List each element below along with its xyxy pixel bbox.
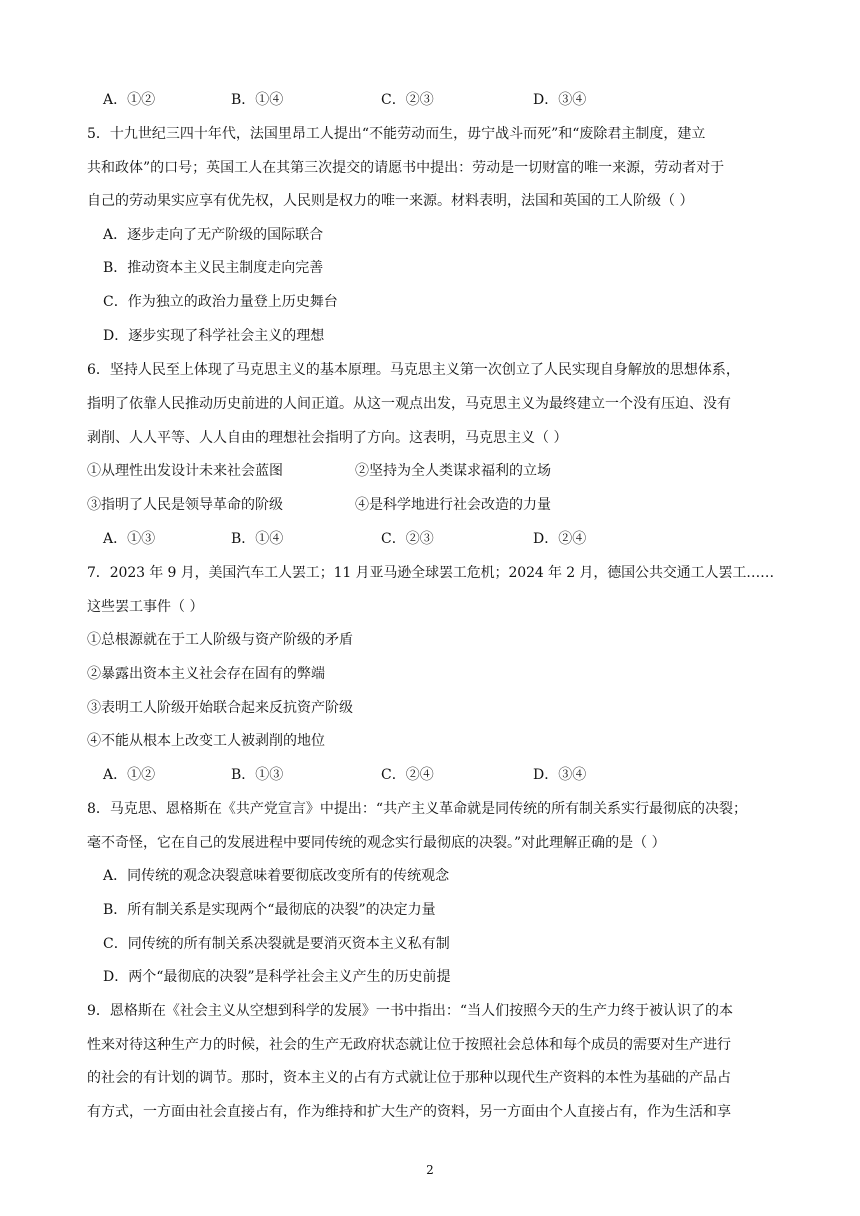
q6-statement-4: ④是科学地进行社会改造的力量: [355, 497, 551, 513]
q6-statement-1: ①从理性出发设计未来社会蓝图: [87, 463, 283, 479]
q5-choice-d: D．逐步实现了科学社会主义的理想: [103, 328, 325, 344]
q7-stem-line-1: 7．2023 年 9 月，美国汽车工人罢工；11 月亚马逊全球罢工危机；2024 年 2 月，德国公共交通工人罢工……: [87, 565, 775, 581]
q6-statement-3: ③指明了人民是领导革命的阶级: [87, 497, 283, 513]
q7-statement-1: ①总根源就在于工人阶级与资产阶级的矛盾: [87, 632, 353, 648]
q8-choice-d: D．两个“最彻底的决裂”是科学社会主义产生的历史前提: [103, 969, 451, 985]
q4-option-d: D．③④: [533, 92, 587, 108]
q7-option-c: C．②④: [381, 767, 434, 783]
q6-stem-line-3: 剥削、人人平等、人人自由的理想社会指明了方向。这表明，马克思主义（ ）: [87, 430, 568, 446]
q7-statement-2: ②暴露出资本主义社会存在固有的弊端: [87, 666, 325, 682]
q6-option-a: A．①③: [103, 531, 156, 547]
q5-choice-c: C．作为独立的政治力量登上历史舞台: [103, 294, 338, 310]
q9-stem-line-1: 9．恩格斯在《社会主义从空想到科学的发展》一书中指出：“当人们按照今天的生产力终于被认识了的本: [87, 1003, 734, 1019]
q5-stem-line-3: 自己的劳动果实应享有优先权，人民则是权力的唯一来源。材料表明，法国和英国的工人阶级（ ）: [87, 193, 694, 209]
q6-statement-2: ②坚持为全人类谋求福利的立场: [355, 463, 551, 479]
q4-option-a: A．①②: [103, 92, 156, 108]
q9-stem-line-2: 性来对待这种生产力的时候，社会的生产无政府状态就让位于按照社会总体和每个成员的需要对生产进行: [87, 1037, 731, 1053]
q4-option-c: C．②③: [381, 92, 434, 108]
q8-stem-line-2: 毫不奇怪，它在自己的发展进程中要同传统的观念实行最彻底的决裂。”对此理解正确的是（ ）: [87, 835, 666, 851]
q8-choice-c: C．同传统的所有制关系决裂就是要消灭资本主义私有制: [103, 936, 450, 952]
q6-option-b: B．①④: [231, 531, 284, 547]
q8-stem-line-1: 8．马克思、恩格斯在《共产党宣言》中提出：“共产主义革命就是同传统的所有制关系实行最彻底的决裂；: [87, 801, 748, 817]
q5-stem-line-1: 5．十九世纪三四十年代，法国里昂工人提出“不能劳动而生，毋宁战斗而死”和“废除君主制度，建立: [87, 126, 706, 142]
q6-option-c: C．②③: [381, 531, 434, 547]
q5-choice-a: A．逐步走向了无产阶级的国际联合: [103, 227, 324, 243]
q8-choice-a: A．同传统的观念决裂意味着要彻底改变所有的传统观念: [103, 868, 450, 884]
q7-option-b: B．①③: [231, 767, 284, 783]
q5-choice-b: B．推动资本主义民主制度走向完善: [103, 260, 324, 276]
q5-stem-line-2: 共和政体”的口号；英国工人在其第三次提交的请愿书中提出：劳动是一切财富的唯一来源，劳动者对于: [87, 160, 725, 176]
q6-stem-line-1: 6．坚持人民至上体现了马克思主义的基本原理。马克思主义第一次创立了人民实现自身解放的思想体系，: [87, 362, 740, 378]
q6-stem-line-2: 指明了依靠人民推动历史前进的人间正道。从这一观点出发，马克思主义为最终建立一个没有压迫、没有: [87, 396, 731, 412]
page-number: 2: [426, 1163, 434, 1177]
q7-option-d: D．③④: [533, 767, 587, 783]
q9-stem-line-3: 的社会的有计划的调节。那时，资本主义的占有方式就让位于那种以现代生产资料的本性为基础的产品占: [87, 1070, 731, 1086]
q7-statement-4: ④不能从根本上改变工人被剥削的地位: [87, 733, 325, 749]
q6-option-d: D．②④: [533, 531, 587, 547]
q8-choice-b: B．所有制关系是实现两个“最彻底的决裂”的决定力量: [103, 902, 436, 918]
q7-stem-line-2: 这些罢工事件（ ）: [87, 599, 204, 615]
q9-stem-line-4: 有方式，一方面由社会直接占有，作为维持和扩大生产的资料，另一方面由个人直接占有，作为生活和享: [87, 1104, 731, 1120]
q4-option-b: B．①④: [231, 92, 284, 108]
q7-option-a: A．①②: [103, 767, 156, 783]
q7-statement-3: ③表明工人阶级开始联合起来反抗资产阶级: [87, 700, 353, 716]
